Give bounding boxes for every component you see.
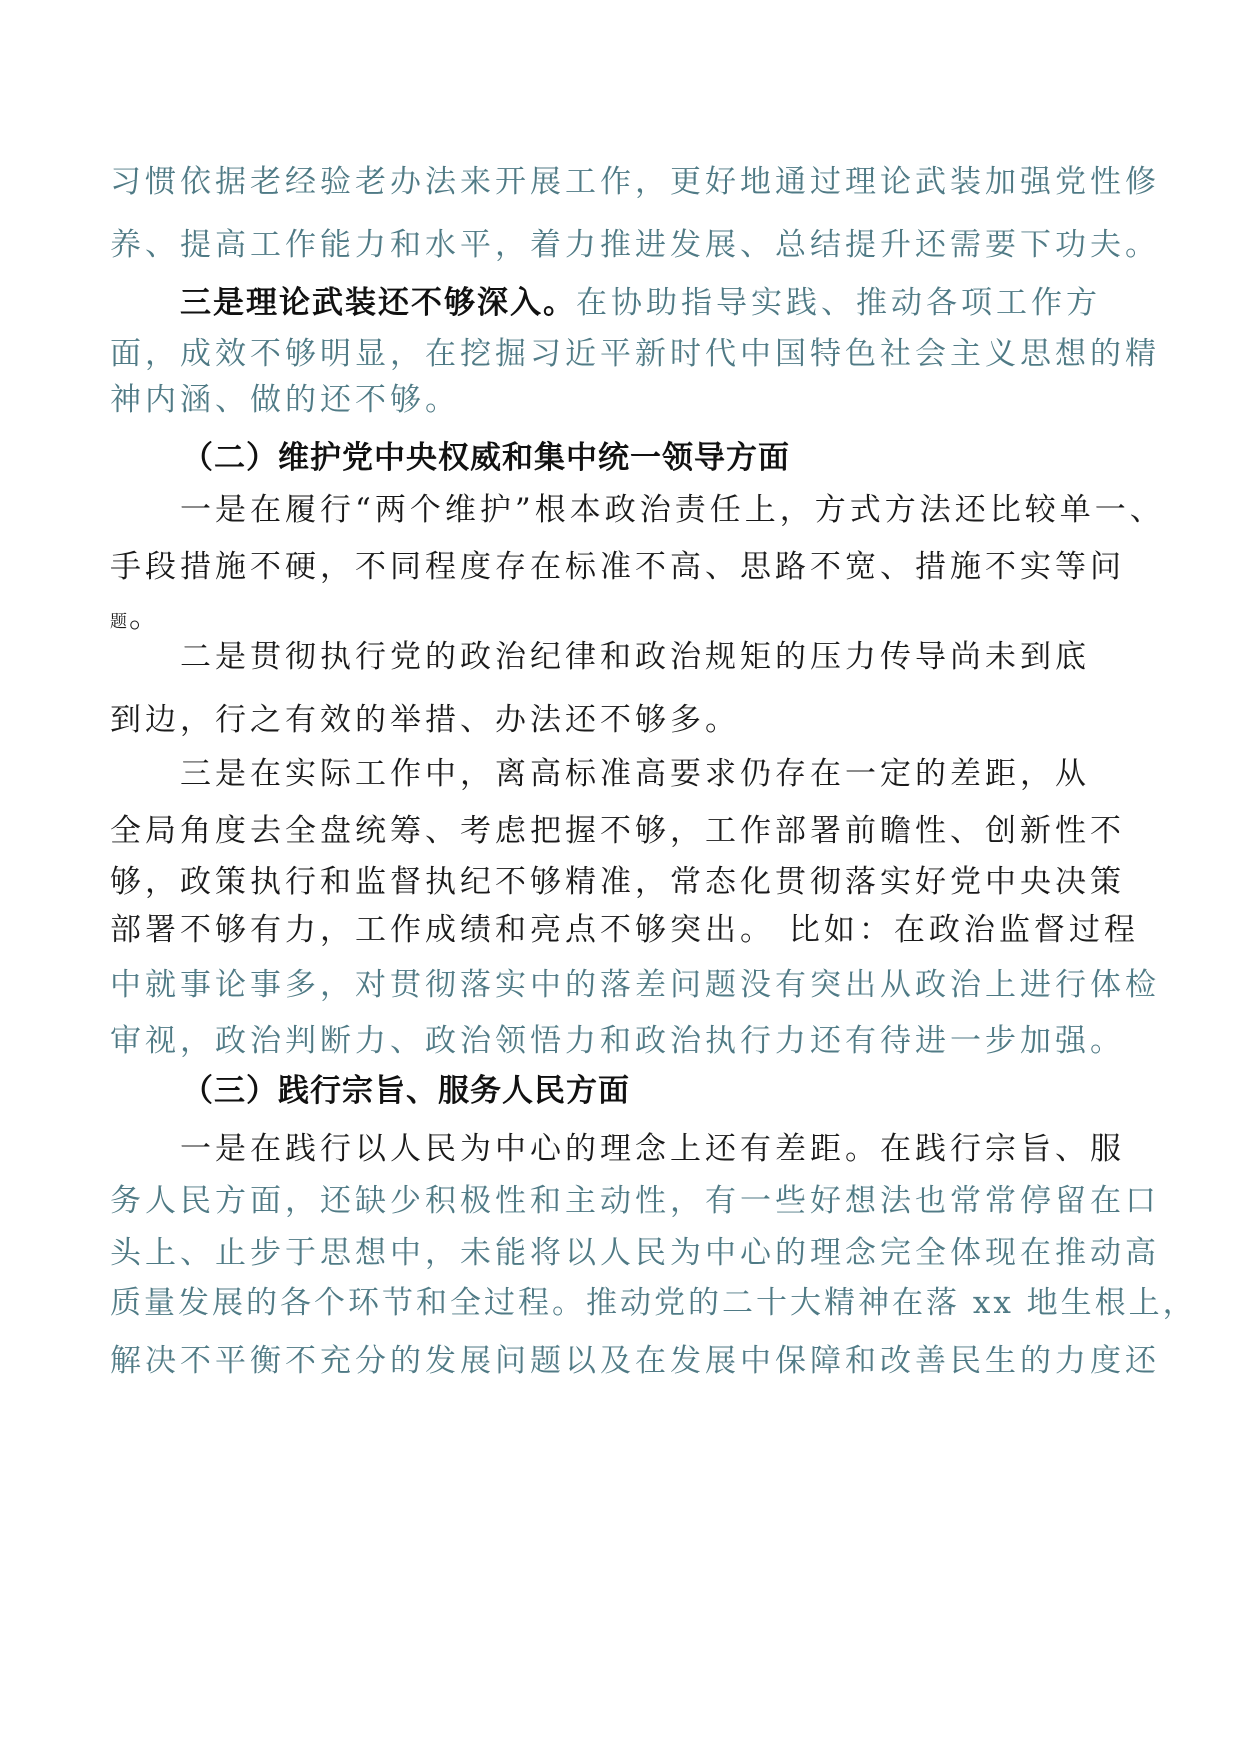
text-segment: 在协助指导实践、推动各项工作方 [576,285,1101,321]
text-line [180,1129,1125,1169]
text-segment: 够，政策执行和监督执纪不够精准，常态化贯彻落实好党中央决策 [110,864,1125,900]
text-line [110,1283,1197,1323]
text-line [180,754,1090,794]
text-line [180,283,1101,323]
text-segment: 务人民方面，还缺少积极性和主动性，有一些好想法也常常停留在口 [110,1183,1160,1219]
section-heading-text: （二）维护党中央权威和集中统一领导方面 [182,440,790,476]
text-segment: 面，成效不够明显，在挖掘习近平新时代中国特色社会主义思想的精 [110,336,1160,372]
text-line [180,490,1165,530]
text-segment: 一是在履行“两个维护”根本政治责任上，方式方法还比较单一、 [180,492,1165,528]
text-segment: 质量发展的各个环节和全过程。推动党的二十大精神在落 xx 地生根上， [110,1285,1197,1321]
text-segment: 部署不够有力，工作成绩和亮点不够突出。 比如：在政治监督过程 [110,912,1139,948]
text-line [110,1233,1160,1273]
text-line [180,637,1090,677]
text-segment: 三是在实际工作中，离高标准高要求仍存在一定的差距，从 [180,756,1090,792]
text-segment: 手段措施不硬，不同程度存在标准不高、思路不宽、措施不实等问 [110,549,1125,585]
text-line [110,965,1160,1005]
text-segment: 习惯依据老经验老办法来开展工作，更好地通过理论武装加强党性修 [110,164,1160,200]
text-segment: 神内涵、做的还不够。 [110,382,460,418]
text-line [110,1341,1160,1381]
text-segment: 中就事论事多，对贯彻落实中的落差问题没有突出从政治上进行体检 [110,967,1160,1003]
text-segment: 审视，政治判断力、政治领悟力和政治执行力还有待进一步加强。 [110,1023,1125,1059]
text-line [110,1181,1160,1221]
text-line [110,1021,1125,1061]
text-segment: 二是贯彻执行党的政治纪律和政治规矩的压力传导尚未到底 [180,639,1090,675]
section-heading [182,438,790,478]
text-line [110,334,1160,374]
text-segment: 全局角度去全盘统筹、考虑把握不够，工作部署前瞻性、创新性不 [110,813,1125,849]
text-segment: 到边，行之有效的举措、办法还不够多。 [110,702,740,738]
text-line [110,225,1160,265]
text-line [110,380,460,420]
text-line [110,162,1160,202]
point-title: 三是理论武装还不够深入。 [180,285,576,321]
text-segment: 一是在践行以人民为中心的理念上还有差距。在践行宗旨、服 [180,1131,1125,1167]
section-heading [182,1071,630,1111]
text-line [110,700,740,740]
text-segment: 。 [129,599,164,635]
text-segment: 题 [110,612,129,632]
text-line [110,597,164,642]
text-segment: 养、提高工作能力和水平，着力推进发展、总结提升还需要下功夫。 [110,227,1160,263]
text-line [110,910,1139,950]
text-line [110,547,1125,587]
text-line [110,862,1125,902]
text-line [110,811,1125,851]
text-segment: 解决不平衡不充分的发展问题以及在发展中保障和改善民生的力度还 [110,1343,1160,1379]
section-heading-text: （三）践行宗旨、服务人民方面 [182,1073,630,1109]
text-segment: 头上、止步于思想中，未能将以人民为中心的理念完全体现在推动高 [110,1235,1160,1271]
